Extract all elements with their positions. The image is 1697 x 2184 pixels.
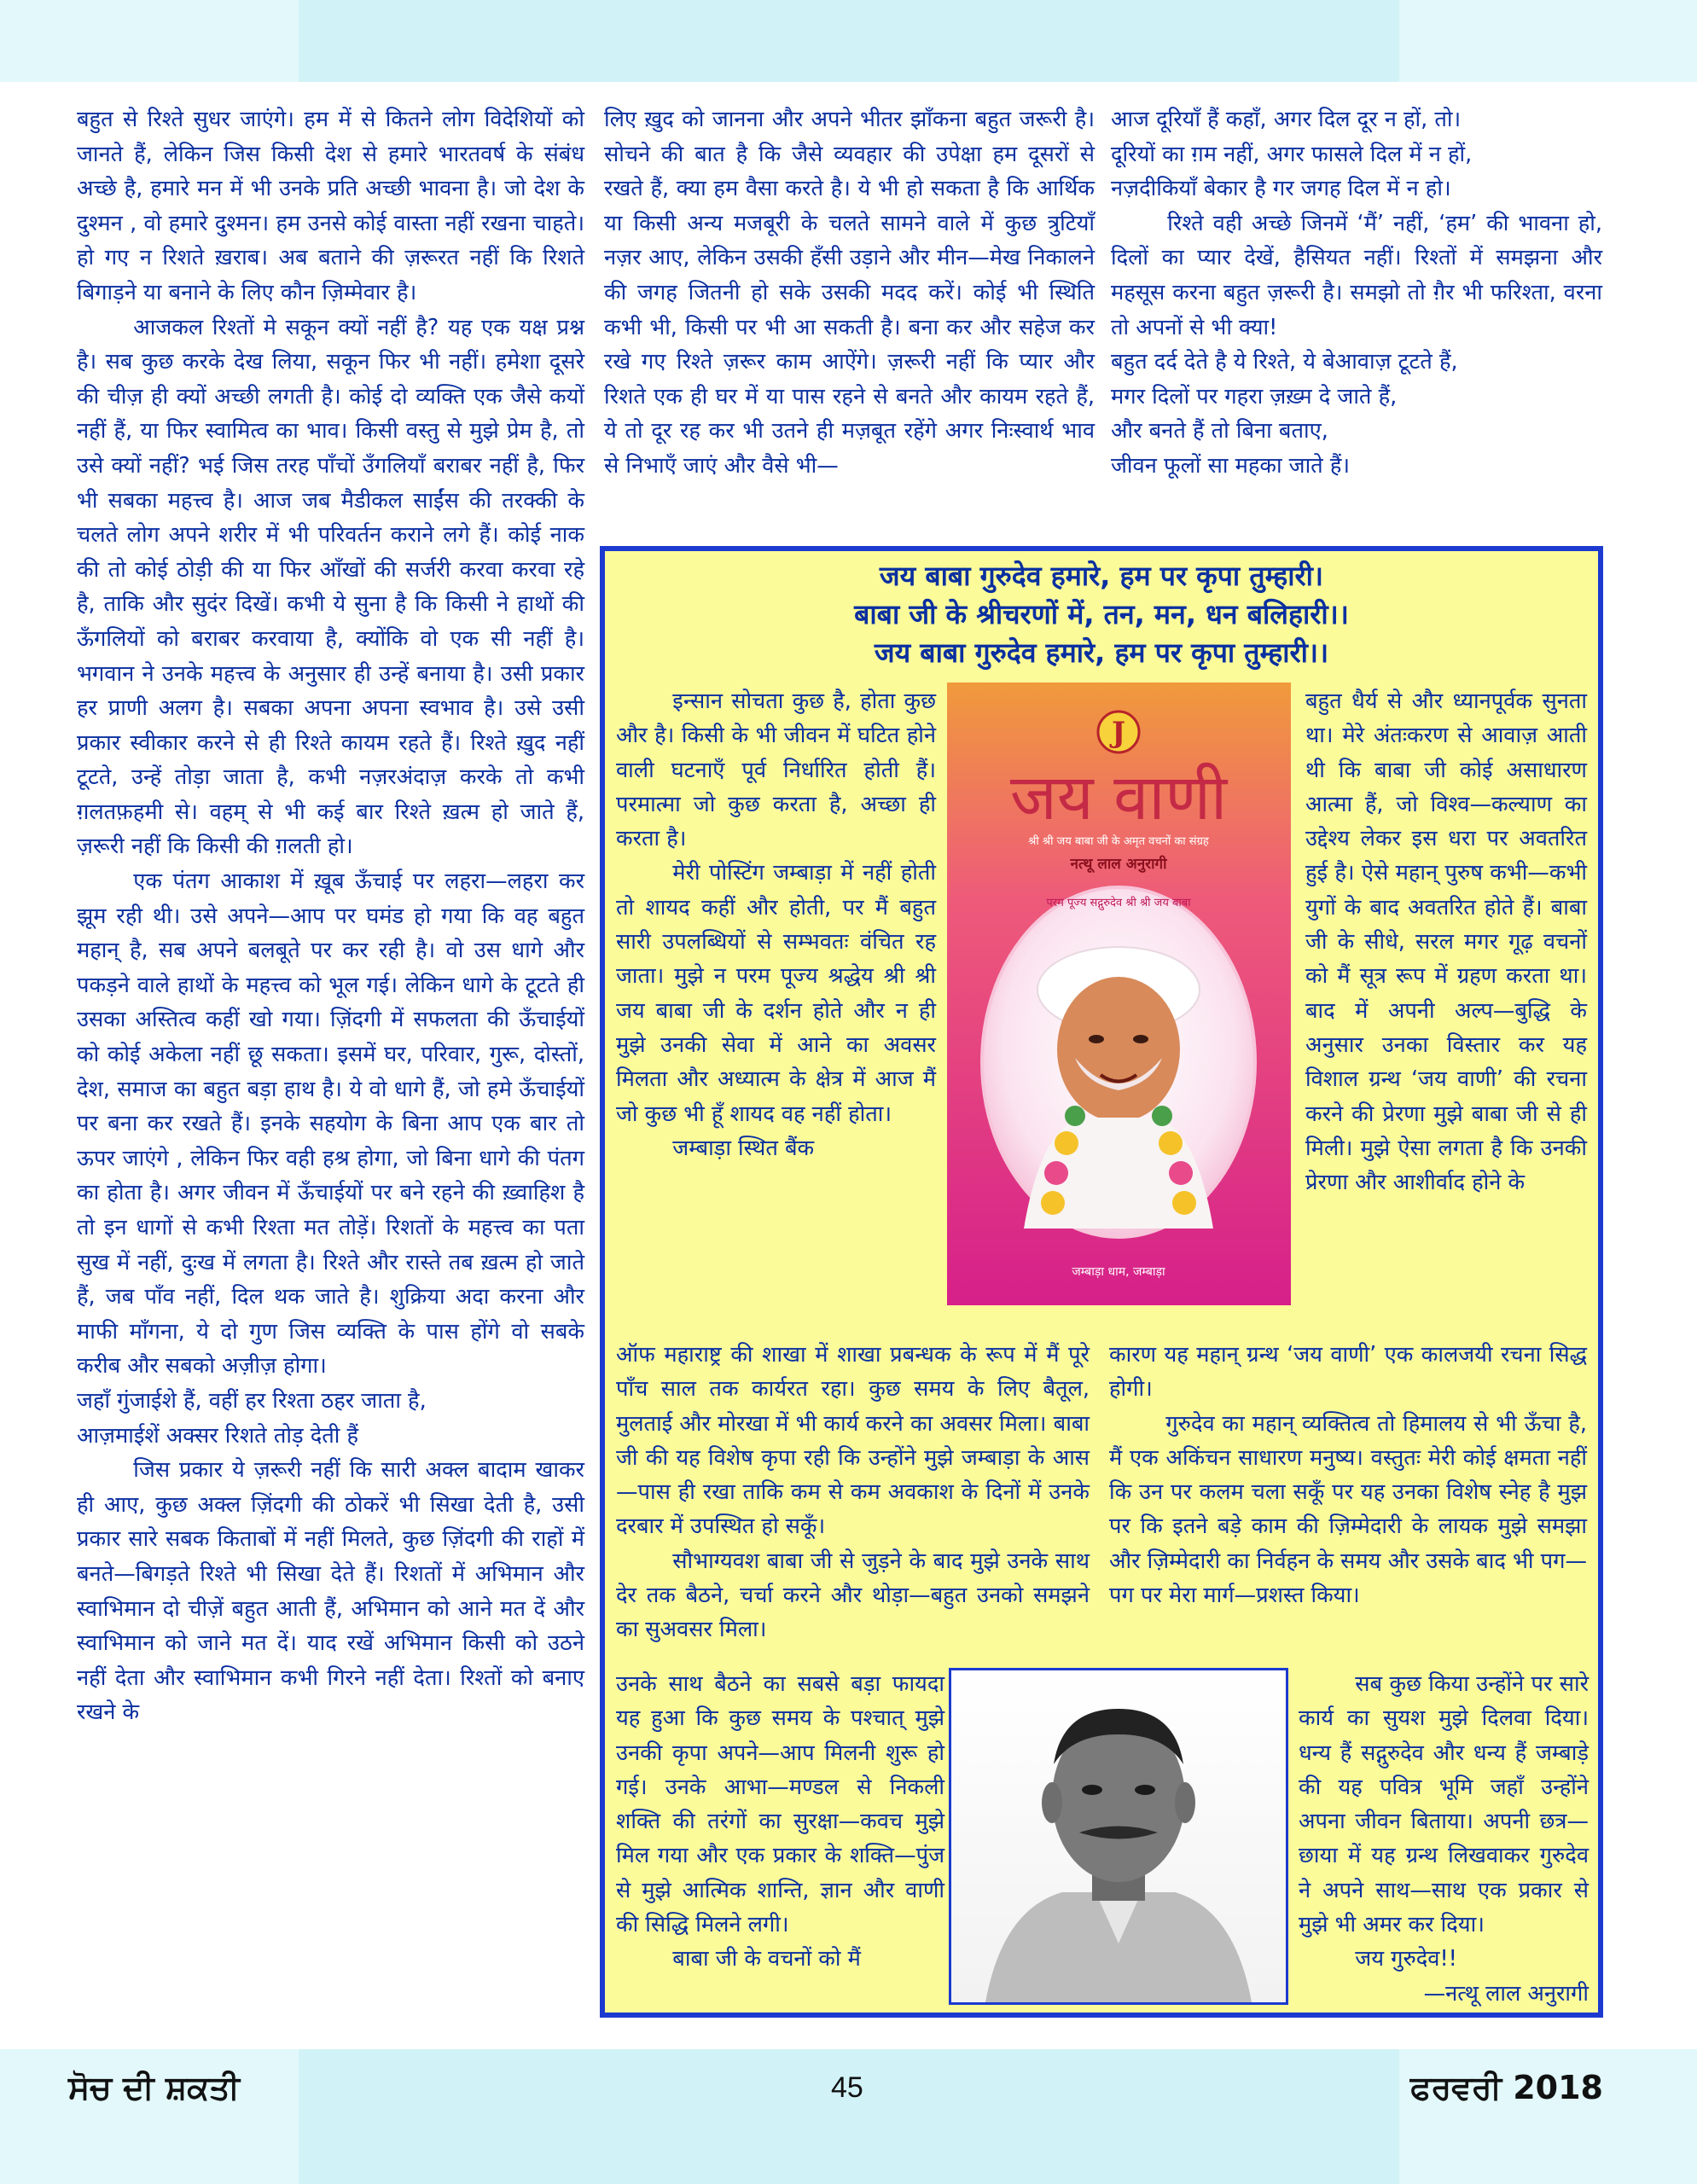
- verse-line: नज़दीकियाँ बेकार है गर जगह दिल में न हो।: [1111, 176, 1451, 202]
- box-heading-line: बाबा जी के श्रीचरणों में, तन, मन, धन बलिहारी।।: [854, 598, 1349, 630]
- closing-salutation: जय गुरुदेव!!: [1355, 1946, 1457, 1972]
- magazine-name: ਸੋਚ ਦੀ ਸ਼ਕਤੀ: [68, 2069, 240, 2106]
- paragraph: रिश्ते वही अच्छे जिनमें ‘मैं’ नहीं, ‘हम’ की भावना हो, दिलों का प्यार देखें, हैसियत नहीं। रिश्तों में समझना और महसूस करना बहुत ज़रूरी है। समझो तो ग़ैर भी फरिश्ता, वरना तो अपनों से भी क्या!: [1111, 210, 1602, 340]
- paragraph: बाबा जी के वचनों को मैं: [672, 1946, 861, 1972]
- book-author: नत्थू लाल अनुरागी: [1070, 856, 1167, 873]
- article-column-3: [1111, 102, 1602, 484]
- book-bottom-text: जम्बाड़ा धाम, जम्बाड़ा: [1072, 1265, 1165, 1279]
- paragraph: इन्सान सोचता कुछ है, होता कुछ और है। किसी के भी जीवन में घटित होने वाली घटनाएँ पूर्व निर्धारित होती हैं। परमात्मा जो कुछ करता है, अच्छा ही करता है।: [616, 688, 936, 852]
- paragraph: बहुत से रिश्ते सुधर जाएंगे। हम में से कितने लोग विदेशियों को जानते हैं, लेकिन जिस किसी देश से हमारे भारतवर्ष के संबंध अच्छे है, हमारे मन में भी उनके प्रति अच्छी भावना है। जो देश के दुश्मन , वो हमारे दुश्मन। हम उनसे कोई वास्ता नहीं रखना चाहते। हो गए न रिशते ख़राब। अब बताने की ज़रूरत नहीं कि रिशते बिगाड़ने या बनाने के लिए कौन ज़िम्मेवार है।: [77, 107, 584, 305]
- verse-line: दूरियों का ग़म नहीं, अगर फासले दिल में न हों,: [1111, 141, 1473, 167]
- verse-line: आज दूरियाँ हैं कहाँ, अगर दिल दूर न हों, तो।: [1111, 107, 1462, 132]
- paragraph: लिए ख़ुद को जानना और अपने भीतर झाँकना बहुत जरूरी है। सोचने की बात है कि जैसे व्यवहार की उपेक्षा हम दूसरों से रखते हैं, क्या हम वैसा करते है। ये भी हो सकता है कि आर्थिक या किसी अन्य मजबूरी के चलते सामने वाले में कुछ त्रुटियाँ नज़र आए, लेकिन उसकी हँसी उड़ाने और मीन—मेख निकालने की जगह जितनी हो सके उसकी मदद करें। कोई भी स्थिति कभी भी, किसी पर भी आ सकती है। बना कर और सहेज कर रखे गए रिश्ते ज़रूर काम आऐंगे। ज़रूरी नहीं कि प्यार और रिशते एक ही घर में या पास रहने से बनते और कायम रहते हैं, ये तो दूर रह कर भी उतने ही मज़बूत रहेंगे अगर निःस्वार्थ भाव से निभाएँ जाएं और वैसे भी—: [604, 107, 1095, 479]
- verse-line: और बनते हैं तो बिना बताए,: [1111, 418, 1328, 444]
- logo-letter: J: [1111, 716, 1126, 750]
- paragraph: सौभाग्यवश बाबा जी से जुड़ने के बाद मुझे उनके साथ देर तक बैठने, चर्चा करने और थोड़ा—बहुत उनको समझने का सुअवसर मिला।: [616, 1548, 1090, 1643]
- author-signature-line: —नत्थू लाल अनुरागी: [1423, 1980, 1589, 2007]
- author-photo: [949, 1668, 1288, 2005]
- paragraph: आजकल रिश्तों मे सकून क्यों नहीं है? यह एक यक्ष प्रश्न है। सब कुछ करके देख लिया, सकून फिर भी नहीं। हमेशा दूसरे की चीज़ ही क्यों अच्छी लगती है। कोई दो व्यक्ति एक जैसे कयों नहीं हैं, या फिर स्वामित्व का भाव। किसी वस्तु से मुझे प्रेम है, तो उसे क्यों नहीं? भई जिस तरह पाँचों उँगलियाँ बराबर नहीं है, फिर भी सबका महत्त्व है। आज जब मैडीकल साईंस की तरक्की के चलते लोग अपने शरीर में भी परिवर्तन कराने लगे हैं। कोई नाक की तो कोई ठोड़ी की या फिर आँखों की सर्जरी करवा करवा रहे है, ताकि और सुदंर दिखें। कभी ये सुना है कि किसी ने हाथों की ऊँगलियों को बराबर करवाया है, क्योंकि वो एक सी नहीं है। भगवान ने उनके महत्त्व के अनुसार ही उन्हें बनाया है। उसी प्रकार हर प्राणी अलग है। सबका अपना अपना स्वभाव है। उसे उसी प्रकार स्वीकार करने से ही रिश्ते कायम रहते हैं। रिश्ते ख़ुद नहीं टूटते, उन्हें तोड़ा जाता है, कभी नज़रअंदाज़ करके तो कभी ग़लतफ़हमी से। वहम् से भी कई बार रिश्ते ख़त्म हो जाते हैं, ज़रूरी नहीं कि किसी की ग़लती हो।: [77, 314, 584, 860]
- paragraph: मेरी पोस्टिंग जम्बाड़ा में नहीं होती तो शायद कहीं और होती, पर मैं बहुत सारी उपलब्धियों से सम्भवतः वंचित रह जाता। मुझे न परम पूज्य श्रद्धेय श्री श्री जय बाबा जी के दर्शन होते और न ही मुझे उनकी सेवा में आने का अवसर मिलता और अध्यात्म के क्षेत्र में आज मैं जो कुछ भी हूँ शायद वह नहीं होता।: [616, 860, 936, 1127]
- verse-line: जहाँ गुंजाईशे हैं, वहीं हर रिश्ता ठहर जाता है,: [77, 1387, 427, 1414]
- paragraph: गुरुदेव का महान् व्यक्तित्व तो हिमालय से भी ऊँचा है, मैं एक अकिंचन साधारण मनुष्य। वस्तुतः मेरी कोई क्षमता नहीं कि उन पर कलम चला सकूँ पर यह उनका विशेष स्नेह है मुझ पर कि इतने बड़े काम की ज़िम्मेदारी के लायक मुझे समझा और ज़िम्मेदारी का निर्वहन के समय और उसके बाद भी पग—पग पर मेरा मार्ग—प्रशस्त किया।: [1109, 1410, 1587, 1609]
- issue-date: ਫਰਵਰੀ 2018: [1409, 2069, 1603, 2106]
- page-number: 45: [831, 2071, 863, 2104]
- paragraph: सब कुछ किया उन्होंने पर सारे कार्य का सुयश मुझे दिलवा दिया। धन्य हैं सद्गुरुदेव और धन्य हैं जम्बाड़े की यह पवित्र भूमि जहाँ उन्होंने अपना जीवन बिताया। अपनी छत्र—छाया में यह ग्रन्थ लिखवाकर गुरुदेव ने अपने साथ—साथ एक प्रकार से मुझे भी अमर कर दिया।: [1299, 1671, 1589, 1938]
- box-column-right: [1305, 684, 1587, 1199]
- verse-line: बहुत दर्द देते है ये रिश्ते, ये बेआवाज़ टूटते हैं,: [1111, 349, 1458, 375]
- box-column-bottom-left: [616, 1667, 944, 1977]
- author-portrait-illustration: [951, 1670, 1286, 2002]
- top-band: [0, 0, 1697, 82]
- paragraph: ऑफ महाराष्ट्र की शाखा में शाखा प्रबन्धक के रूप में मैं पूरे पाँच साल तक कार्यरत रहा। कुछ समय के लिए बैतूल, मुलताई और मोरखा में भी कार्य करने का अवसर मिला। बाबा जी की यह विशेष कृपा रही कि उन्होंने मुझे जम्बाड़ा के आस—पास ही रखा ताकि कम से कम अवकाश के दिनों में उनके दरबार में उपस्थित हो सकूँ।: [616, 1342, 1090, 1540]
- box-column-left: [616, 684, 936, 1165]
- paragraph: उनके साथ बैठने का सबसे बड़ा फायदा यह हुआ कि कुछ समय के पश्चात् मुझे उनकी कृपा अपने—आप मिलनी शुरू हो गई। उनके आभा—मण्डल से निकली शक्ति की तरंगों का सुरक्षा—कवच मुझे मिल गया और एक प्रकार के शक्ति—पुंज से मुझे आत्मिक शान्ति, ज्ञान और वाणी की सिद्धि मिलने लगी।: [616, 1671, 944, 1938]
- verse-line: आज़माईशें अक्सर रिशते तोड़ देती हैं: [77, 1422, 359, 1449]
- paragraph: एक पंतग आकाश में ख़ूब ऊँचाई पर लहरा—लहरा कर झूम रही थी। उसे अपने—आप पर घमंड हो गया कि वह बहुत महान् है, सब अपने बलबूते पर कर रही है। वो उस धागे और पकड़ने वाले हाथों के महत्त्व को भूल गई। लेकिन धागे के टूटते ही उसका अस्तित्व कहीं खो गया। ज़िंदगी में सफलता की ऊँचाईयों को कोई अकेला नहीं छू सकता। इसमें घर, परिवार, गुरू, दोस्तों, देश, समाज का बहुत बड़ा हाथ है। ये वो धागे हैं, जो हमे ऊँचाईयों पर बना कर रखते हैं। इनके सहयोग के बिना आप एक बार तो ऊपर जाएंगे , लेकिन फिर वही हश्र होगा, जो बिना धागे की पंतग का होता है। अगर जीवन में ऊँचाईयों पर बने रहने की ख़्वाहिश है तो इन धागों से कभी रिश्ता मत तोड़ें। रिशतों के महत्त्व का पता सुख में नहीं, दुःख में लगता है। रिश्ते और रास्ते तब ख़त्म हो जाते हैं, जब पाँव नहीं, दिल थक जाते है। शुक्रिया अदा करना और माफी माँगना, ये दो गुण जिस व्यक्ति के पास होंगे वो सबके करीब और सबको अज़ीज़ होगा।: [77, 868, 584, 1380]
- article-column-2: [604, 102, 1095, 484]
- box-heading-line: जय बाबा गुरुदेव हमारे, हम पर कृपा तुम्हारी।: [879, 560, 1324, 592]
- verse-line: जीवन फूलों सा महका जाते हैं।: [1111, 452, 1351, 479]
- verse-line: मगर दिलों पर गहरा ज़ख़्म दे जाते हैं,: [1111, 383, 1398, 410]
- box-heading-line: जय बाबा गुरुदेव हमारे, हम पर कृपा तुम्हारी।।: [874, 636, 1329, 669]
- book-arc-text: परम पूज्य सद्गुरुदेव श्री श्री जय बाबा: [1046, 897, 1191, 909]
- paragraph: जम्बाड़ा स्थित बैंक: [672, 1135, 815, 1161]
- paragraph: जिस प्रकार ये ज़रूरी नहीं कि सारी अक्ल बादाम खाकर ही आए, कुछ अक्ल ज़िंदगी की ठोकरें भी सिखा देती है, उसी प्रकार सारे सबक किताबों में नहीं मिलते, कुछ ज़िंदगी की राहों में बनते—बिगड़ते रिश्ते भी सिखा देते हैं। रिशतों में अभिमान और स्वाभिमान दो चीज़ें बहुत आती हैं, अभिमान को आने मत दें और स्वाभिमान को जाने मत दें। याद रखें अभिमान किसी को उठने नहीं देता और स्वाभिमान कभी गिरने नहीं देता। रिश्तों को बनाए रखने के: [77, 1457, 584, 1726]
- box-full-width-section: [616, 1338, 1587, 1647]
- paragraph: बहुत धैर्य से और ध्यानपूर्वक सुनता था। मेरे अंतःकरण से आवाज़ आती थी कि बाबा जी कोई असाधारण आत्मा हैं, जो विश्व—कल्याण का उद्देश्य लेकर इस धरा पर अवतरित हुई है। ऐसे महान् पुरुष कभी—कभी युगों के बाद अवतरित होते हैं। बाबा जी के सीधे, सरल मगर गूढ़ वचनों को मैं सूत्र रूप में ग्रहण करता था। बाद में अपनी अल्प—बुद्धि के अनुसार उनका विस्तार कर यह विशाल ग्रन्थ ‘जय वाणी’ की रचना करने की प्रेरणा मुझे बाबा जी से ही मिली। मुझे ऐसा लगता है कि उनकी प्रेरणा और आशीर्वाद होने के: [1305, 688, 1587, 1196]
- book-cover: [947, 682, 1291, 1305]
- article-column-1: [77, 102, 584, 1730]
- book-cover-art: [947, 682, 1291, 1305]
- book-subtitle: श्री श्री जय बाबा जी के अमृत वचनों का संग्रह: [1028, 835, 1209, 848]
- paragraph: कारण यह महान् ग्रन्थ ‘जय वाणी’ एक कालजयी रचना सिद्ध होगी।: [1109, 1342, 1587, 1403]
- book-title: जय वाणी: [1009, 761, 1228, 834]
- box-column-bottom-right: [1299, 1667, 1589, 2011]
